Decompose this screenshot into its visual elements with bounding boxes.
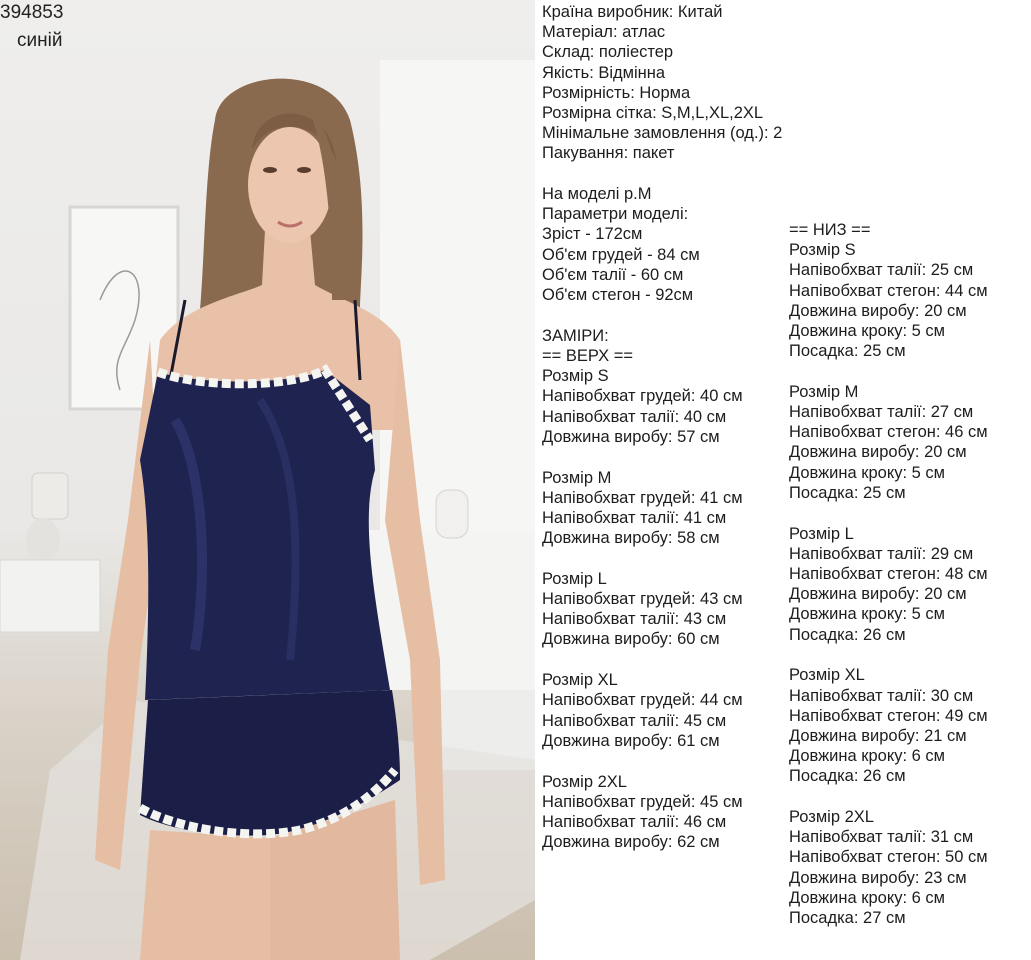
top-size-label: Розмір 2XL xyxy=(542,772,627,791)
bottom-size-line: Довжина кроку: 5 см xyxy=(789,463,945,482)
bottom-size-line: Посадка: 25 см xyxy=(789,342,906,361)
bottom-measures-column xyxy=(789,220,988,928)
bottom-size-line: Довжина виробу: 20 см xyxy=(789,301,967,320)
bottom-size-line: Довжина кроку: 6 см xyxy=(789,747,945,766)
bottom-size-line: Напівобхват стегон: 50 см xyxy=(789,848,988,867)
bottom-size-line: Посадка: 27 см xyxy=(789,909,906,927)
bottom-size-line: Довжина виробу: 20 см xyxy=(789,443,967,462)
top-size-line: Напівобхват грудей: 44 см xyxy=(542,691,743,710)
bottom-size-line: Довжина виробу: 20 см xyxy=(789,585,967,604)
top-size-line: Напівобхват талії: 46 см xyxy=(542,812,727,831)
top-size-line: Напівобхват грудей: 41 см xyxy=(542,488,743,507)
nightstand xyxy=(0,560,100,632)
model-params-title: Параметри моделі: xyxy=(542,205,689,224)
top-size-line: Напівобхват талії: 40 см xyxy=(542,407,727,426)
bottom-size-line: Напівобхват талії: 25 см xyxy=(789,261,974,280)
top-size-line: Довжина виробу: 57 см xyxy=(542,427,720,446)
info-material: Матеріал: атлас xyxy=(542,23,666,42)
info-packaging: Пакування: пакет xyxy=(542,144,675,163)
bottom-size-line: Напівобхват стегон: 44 см xyxy=(789,281,988,300)
top-size-line: Довжина виробу: 62 см xyxy=(542,833,720,852)
bottom-size-line: Довжина кроку: 5 см xyxy=(789,321,945,340)
top-size-label: Розмір S xyxy=(542,367,609,386)
model-height: Зріст - 172см xyxy=(542,225,643,244)
bottom-size-line: Довжина виробу: 23 см xyxy=(789,868,967,887)
top-size-line: Напівобхват грудей: 43 см xyxy=(542,590,743,609)
info-composition: Склад: поліестер xyxy=(542,43,674,62)
bottom-size-line: Напівобхват талії: 31 см xyxy=(789,828,974,847)
bottom-title: == НИЗ == xyxy=(789,221,871,239)
top-size-line: Довжина виробу: 61 см xyxy=(542,731,720,750)
top-size-label: Розмір M xyxy=(542,468,612,487)
product-info-column xyxy=(542,2,782,852)
info-country: Країна виробник: Китай xyxy=(542,3,723,21)
bottom-size-line: Напівобхват талії: 29 см xyxy=(789,544,974,563)
top-size-line: Напівобхват грудей: 40 см xyxy=(542,387,743,406)
bottom-size-label: Розмір XL xyxy=(789,666,865,685)
model-chest: Об'єм грудей - 84 см xyxy=(542,245,700,264)
bottom-size-line: Посадка: 26 см xyxy=(789,767,906,786)
bottom-size-line: Напівобхват талії: 30 см xyxy=(789,686,974,705)
sku-number: 394853 xyxy=(0,2,64,23)
top-size-line: Довжина виробу: 58 см xyxy=(542,529,720,548)
bottom-size-label: Розмір 2XL xyxy=(789,808,874,827)
bottom-size-line: Посадка: 25 см xyxy=(789,483,906,502)
color-name: синій xyxy=(17,30,63,51)
top-size-line: Довжина виробу: 60 см xyxy=(542,630,720,649)
top-size-line: Напівобхват грудей: 45 см xyxy=(542,792,743,811)
bottom-size-line: Напівобхват стегон: 48 см xyxy=(789,565,988,583)
model-waist: Об'єм талії - 60 см xyxy=(542,265,684,284)
model-hips: Об'єм стегон - 92см xyxy=(542,286,694,305)
info-sizing: Розмірність: Норма xyxy=(542,83,691,102)
bottom-size-line: Напівобхват стегон: 46 см xyxy=(789,423,988,442)
bottom-size-line: Напівобхват стегон: 49 см xyxy=(789,706,988,725)
info-quality: Якість: Відмінна xyxy=(542,63,666,82)
top-size-label: Розмір L xyxy=(542,569,607,588)
info-min-order: Мінімальне замовлення (од.): 2 xyxy=(542,124,783,143)
bottom-size-line: Посадка: 26 см xyxy=(789,625,906,644)
bottom-size-line: Напівобхват талії: 27 см xyxy=(789,403,974,422)
top-size-line: Напівобхват талії: 45 см xyxy=(542,711,727,730)
bottom-size-line: Довжина кроку: 5 см xyxy=(789,605,945,624)
measures-title: ЗАМІРИ: xyxy=(542,326,609,345)
vase xyxy=(436,490,468,538)
bottom-size-label: Розмір M xyxy=(789,382,859,401)
bottom-size-label: Розмір L xyxy=(789,524,854,543)
info-size-grid: Розмірна сітка: S,M,L,XL,2XL xyxy=(542,103,764,122)
top-size-line: Напівобхват талії: 43 см xyxy=(542,610,727,629)
model-size: На моделі р.M xyxy=(542,185,652,204)
lamp xyxy=(26,473,68,562)
top-title: == ВЕРХ == xyxy=(542,347,633,365)
bottom-size-label: Розмір S xyxy=(789,241,856,260)
top-size-line: Напівобхват талії: 41 см xyxy=(542,508,727,527)
bottom-size-line: Довжина виробу: 21 см xyxy=(789,726,967,745)
bottom-size-line: Довжина кроку: 6 см xyxy=(789,888,945,907)
top-size-label: Розмір XL xyxy=(542,671,618,690)
